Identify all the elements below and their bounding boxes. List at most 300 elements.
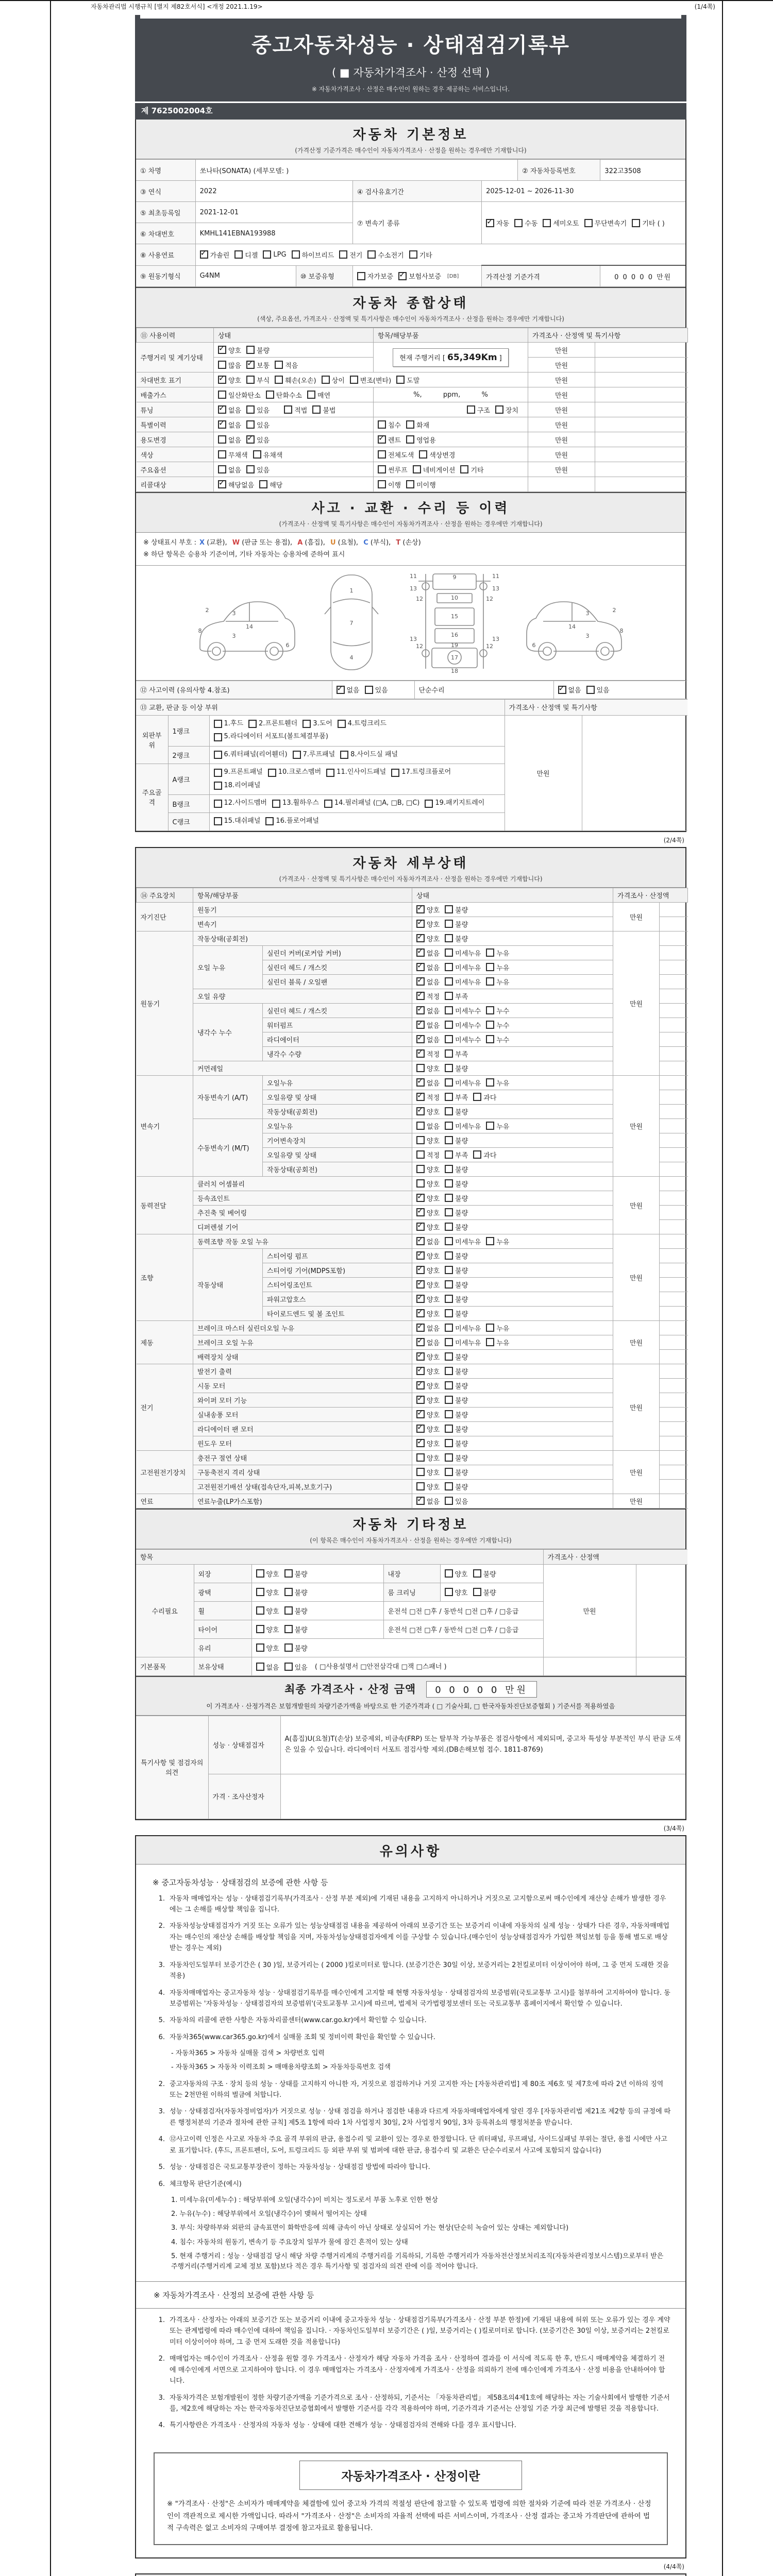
checked-checkbox-icon[interactable]: [246, 435, 255, 444]
checked-checkbox-icon[interactable]: [378, 435, 386, 444]
unchecked-checkbox-icon[interactable]: [445, 920, 453, 928]
unchecked-checkbox-icon[interactable]: [340, 751, 348, 759]
unchecked-checkbox-icon[interactable]: [339, 250, 347, 259]
checkbox-있음[interactable]: [586, 685, 610, 694]
checked-checkbox-icon[interactable]: [416, 1338, 425, 1346]
checkbox-불량[interactable]: [445, 1424, 468, 1434]
checkbox-양호[interactable]: [416, 1467, 440, 1477]
panel-checkbox-6.쿼터패널(리어휀더)[interactable]: [214, 749, 288, 761]
unchecked-checkbox-icon[interactable]: [256, 1588, 264, 1596]
checkbox-불량[interactable]: [445, 1438, 468, 1448]
unchecked-checkbox-icon[interactable]: [218, 361, 226, 369]
checkbox-양호[interactable]: [416, 1265, 440, 1275]
checked-checkbox-icon[interactable]: [416, 1396, 425, 1404]
unchecked-checkbox-icon[interactable]: [473, 1093, 481, 1101]
checkbox-불량[interactable]: [445, 1366, 468, 1376]
checkbox-미세누유[interactable]: [445, 1337, 481, 1347]
unchecked-checkbox-icon[interactable]: [293, 751, 301, 759]
checked-checkbox-icon[interactable]: [416, 1093, 425, 1101]
checked-checkbox-icon[interactable]: [218, 346, 226, 354]
checkbox-유채색[interactable]: [253, 450, 283, 460]
checkbox-부족[interactable]: [445, 1092, 468, 1102]
unchecked-checkbox-icon[interactable]: [292, 250, 300, 259]
checkbox-양호[interactable]: [416, 1438, 440, 1448]
checked-checkbox-icon[interactable]: [416, 1266, 425, 1274]
checkbox-불량[interactable]: [445, 1410, 468, 1419]
checkbox-누유[interactable]: [486, 948, 509, 958]
checkbox-불량[interactable]: [284, 1569, 308, 1579]
checked-checkbox-icon[interactable]: [416, 992, 425, 1000]
panel-checkbox-19.패키지트레이[interactable]: [425, 797, 484, 810]
checkbox-영업용[interactable]: [406, 435, 436, 445]
checked-checkbox-icon[interactable]: [200, 250, 208, 259]
unchecked-checkbox-icon[interactable]: [312, 405, 321, 414]
unchecked-checkbox-icon[interactable]: [256, 1606, 264, 1615]
checked-checkbox-icon[interactable]: [416, 905, 425, 913]
panel-checkbox-5.라디에이터 서포트(볼트체결부품)[interactable]: [214, 731, 329, 743]
checkbox-양호[interactable]: [445, 1569, 468, 1579]
checkbox-불량[interactable]: [445, 1381, 468, 1391]
unchecked-checkbox-icon[interactable]: [416, 1453, 425, 1462]
unchecked-checkbox-icon[interactable]: [272, 800, 280, 808]
checked-checkbox-icon[interactable]: [416, 1352, 425, 1361]
unchecked-checkbox-icon[interactable]: [416, 1179, 425, 1188]
unchecked-checkbox-icon[interactable]: [445, 1006, 453, 1014]
checkbox-있음[interactable]: [445, 1496, 468, 1506]
checkbox-부식[interactable]: [246, 375, 270, 385]
checkbox-없음[interactable]: [416, 1121, 440, 1131]
checkbox-부족[interactable]: [445, 991, 468, 1001]
unchecked-checkbox-icon[interactable]: [445, 1136, 453, 1144]
checkbox-없음[interactable]: [416, 1496, 440, 1506]
checkbox-보통[interactable]: [246, 360, 270, 370]
unchecked-checkbox-icon[interactable]: [248, 720, 257, 728]
checkbox-해당없음[interactable]: [218, 480, 254, 489]
panel-checkbox-15.대쉬패널[interactable]: [214, 815, 261, 828]
checked-checkbox-icon[interactable]: [416, 1223, 425, 1231]
checkbox-무채색[interactable]: [218, 450, 248, 460]
unchecked-checkbox-icon[interactable]: [218, 435, 226, 444]
panel-checkbox-3.도어[interactable]: [303, 718, 332, 731]
unchecked-checkbox-icon[interactable]: [445, 1035, 453, 1043]
checkbox-양호[interactable]: [416, 1107, 440, 1116]
checkbox-미세누수[interactable]: [445, 1035, 481, 1044]
unchecked-checkbox-icon[interactable]: [284, 1606, 293, 1615]
unchecked-checkbox-icon[interactable]: [586, 686, 595, 694]
checkbox-누유[interactable]: [486, 1323, 509, 1333]
checkbox-양호[interactable]: [416, 1063, 440, 1073]
checkbox-불량[interactable]: [445, 1395, 468, 1405]
checkbox-자동[interactable]: [486, 218, 509, 228]
checkbox-불량[interactable]: [445, 1179, 468, 1189]
unchecked-checkbox-icon[interactable]: [416, 1122, 425, 1130]
panel-checkbox-18.리어패널[interactable]: [214, 779, 261, 792]
checkbox-누유[interactable]: [486, 1236, 509, 1246]
checkbox-불량[interactable]: [445, 1482, 468, 1492]
unchecked-checkbox-icon[interactable]: [445, 1107, 453, 1115]
checkbox-전기[interactable]: [339, 250, 362, 260]
unchecked-checkbox-icon[interactable]: [406, 480, 414, 488]
unchecked-checkbox-icon[interactable]: [357, 272, 365, 280]
checkbox-있음[interactable]: [246, 405, 270, 415]
unchecked-checkbox-icon[interactable]: [486, 1237, 494, 1245]
checkbox-무단변속기[interactable]: [584, 218, 627, 228]
unchecked-checkbox-icon[interactable]: [409, 250, 417, 259]
unchecked-checkbox-icon[interactable]: [445, 1208, 453, 1216]
checkbox-양호[interactable]: [445, 1587, 468, 1597]
checkbox-없음[interactable]: [416, 948, 440, 958]
unchecked-checkbox-icon[interactable]: [416, 1468, 425, 1476]
unchecked-checkbox-icon[interactable]: [214, 817, 222, 825]
checked-checkbox-icon[interactable]: [416, 1107, 425, 1115]
checkbox-일산화탄소[interactable]: [218, 390, 261, 400]
unchecked-checkbox-icon[interactable]: [467, 405, 475, 414]
checkbox-양호[interactable]: [416, 1294, 440, 1304]
unchecked-checkbox-icon[interactable]: [246, 420, 255, 429]
checked-checkbox-icon[interactable]: [416, 1367, 425, 1375]
checkbox-불량[interactable]: [445, 919, 468, 929]
unchecked-checkbox-icon[interactable]: [445, 1439, 453, 1447]
unchecked-checkbox-icon[interactable]: [486, 1035, 494, 1043]
checked-checkbox-icon[interactable]: [416, 1006, 425, 1014]
unchecked-checkbox-icon[interactable]: [378, 450, 386, 459]
unchecked-checkbox-icon[interactable]: [445, 1150, 453, 1159]
unchecked-checkbox-icon[interactable]: [275, 361, 283, 369]
checkbox-양호[interactable]: [218, 375, 241, 385]
unchecked-checkbox-icon[interactable]: [486, 1006, 494, 1014]
panel-checkbox-13.휠하우스[interactable]: [272, 797, 319, 810]
unchecked-checkbox-icon[interactable]: [214, 733, 222, 741]
checkbox-양호[interactable]: [416, 1193, 440, 1203]
unchecked-checkbox-icon[interactable]: [256, 1569, 264, 1578]
checkbox-있음[interactable]: [246, 420, 270, 430]
checked-checkbox-icon[interactable]: [416, 1194, 425, 1202]
checkbox-양호[interactable]: [416, 1482, 440, 1492]
checkbox-양호[interactable]: [256, 1624, 279, 1634]
checked-checkbox-icon[interactable]: [416, 1251, 425, 1260]
unchecked-checkbox-icon[interactable]: [416, 1064, 425, 1072]
unchecked-checkbox-icon[interactable]: [495, 405, 503, 414]
checkbox-장치[interactable]: [495, 405, 518, 415]
checked-checkbox-icon[interactable]: [398, 272, 407, 280]
checked-checkbox-icon[interactable]: [416, 934, 425, 942]
checkbox-누유[interactable]: [486, 977, 509, 987]
checkbox-구조[interactable]: [467, 405, 490, 415]
checkbox-양호[interactable]: [416, 905, 440, 914]
unchecked-checkbox-icon[interactable]: [445, 1367, 453, 1375]
checked-checkbox-icon[interactable]: [558, 686, 566, 694]
unchecked-checkbox-icon[interactable]: [234, 250, 243, 259]
checked-checkbox-icon[interactable]: [416, 1021, 425, 1029]
checkbox-디젤[interactable]: [234, 250, 258, 260]
checkbox-있음[interactable]: [246, 435, 270, 445]
checkbox-누유[interactable]: [486, 1337, 509, 1347]
unchecked-checkbox-icon[interactable]: [584, 219, 593, 227]
checkbox-없음[interactable]: [416, 1236, 440, 1246]
unchecked-checkbox-icon[interactable]: [445, 1064, 453, 1072]
checkbox-적정[interactable]: [416, 1092, 440, 1102]
unchecked-checkbox-icon[interactable]: [445, 934, 453, 942]
checked-checkbox-icon[interactable]: [486, 219, 494, 227]
unchecked-checkbox-icon[interactable]: [486, 1324, 494, 1332]
checkbox-없음[interactable]: [218, 465, 241, 474]
checked-checkbox-icon[interactable]: [416, 1324, 425, 1332]
unchecked-checkbox-icon[interactable]: [284, 1643, 293, 1652]
unchecked-checkbox-icon[interactable]: [486, 948, 494, 957]
checkbox-양호[interactable]: [416, 1410, 440, 1419]
checkbox-누유[interactable]: [486, 962, 509, 972]
unchecked-checkbox-icon[interactable]: [445, 1588, 453, 1596]
checkbox-양호[interactable]: [416, 934, 440, 943]
checkbox-수동[interactable]: [514, 218, 537, 228]
checkbox-양호[interactable]: [256, 1606, 279, 1616]
checkbox-불량[interactable]: [445, 1294, 468, 1304]
checkbox-미세누수[interactable]: [445, 1020, 481, 1030]
unchecked-checkbox-icon[interactable]: [445, 1194, 453, 1202]
unchecked-checkbox-icon[interactable]: [445, 948, 453, 957]
unchecked-checkbox-icon[interactable]: [284, 1588, 293, 1596]
checkbox-훼손(오손)[interactable]: [275, 375, 316, 385]
checkbox-누수[interactable]: [486, 1035, 509, 1044]
unchecked-checkbox-icon[interactable]: [486, 1338, 494, 1346]
checkbox-없음[interactable]: [416, 962, 440, 972]
unchecked-checkbox-icon[interactable]: [445, 977, 453, 986]
unchecked-checkbox-icon[interactable]: [218, 450, 226, 459]
unchecked-checkbox-icon[interactable]: [214, 720, 222, 728]
checkbox-불량[interactable]: [445, 1208, 468, 1217]
checked-checkbox-icon[interactable]: [416, 948, 425, 957]
checkbox-매연[interactable]: [307, 390, 330, 400]
checkbox-없음[interactable]: [218, 420, 241, 430]
checkbox-가솔린[interactable]: [200, 250, 230, 260]
checkbox-없음[interactable]: [416, 1006, 440, 1015]
unchecked-checkbox-icon[interactable]: [214, 769, 222, 777]
checkbox-양호[interactable]: [416, 1179, 440, 1189]
unchecked-checkbox-icon[interactable]: [445, 1425, 453, 1433]
panel-checkbox-11.인사이드패널[interactable]: [326, 766, 386, 779]
unchecked-checkbox-icon[interactable]: [445, 1468, 453, 1476]
checkbox-양호[interactable]: [416, 1395, 440, 1405]
checkbox-불량[interactable]: [445, 1193, 468, 1203]
unchecked-checkbox-icon[interactable]: [473, 1588, 481, 1596]
checkbox-불량[interactable]: [445, 934, 468, 943]
checked-checkbox-icon[interactable]: [416, 1497, 425, 1505]
checkbox-불량[interactable]: [445, 1063, 468, 1073]
checkbox-부족[interactable]: [445, 1150, 468, 1160]
checkbox-불량[interactable]: [445, 1280, 468, 1290]
unchecked-checkbox-icon[interactable]: [445, 1569, 453, 1578]
unchecked-checkbox-icon[interactable]: [486, 1078, 494, 1087]
unchecked-checkbox-icon[interactable]: [486, 963, 494, 971]
checked-checkbox-icon[interactable]: [416, 1035, 425, 1043]
checkbox-탄화수소[interactable]: [266, 390, 302, 400]
unchecked-checkbox-icon[interactable]: [416, 1482, 425, 1490]
unchecked-checkbox-icon[interactable]: [396, 376, 405, 384]
checkbox-있음[interactable]: [246, 465, 270, 474]
checkbox-불량[interactable]: [473, 1587, 496, 1597]
unchecked-checkbox-icon[interactable]: [284, 1569, 293, 1578]
checkbox-없음[interactable]: [558, 685, 581, 694]
checkbox-미세누유[interactable]: [445, 1121, 481, 1131]
panel-checkbox-14.필러패널 (□A, □B, □C)[interactable]: [324, 797, 419, 810]
unchecked-checkbox-icon[interactable]: [365, 686, 373, 694]
unchecked-checkbox-icon[interactable]: [445, 1280, 453, 1289]
checkbox-미세누유[interactable]: [445, 962, 481, 972]
checkbox-해당[interactable]: [259, 480, 282, 489]
unchecked-checkbox-icon[interactable]: [214, 782, 222, 790]
checkbox-양호[interactable]: [256, 1587, 279, 1597]
checkbox-누수[interactable]: [486, 1006, 509, 1015]
unchecked-checkbox-icon[interactable]: [486, 1021, 494, 1029]
checkbox-없음[interactable]: [416, 1035, 440, 1044]
unchecked-checkbox-icon[interactable]: [218, 465, 226, 473]
checkbox-불량[interactable]: [284, 1624, 308, 1634]
unchecked-checkbox-icon[interactable]: [445, 992, 453, 1000]
unchecked-checkbox-icon[interactable]: [445, 1266, 453, 1274]
unchecked-checkbox-icon[interactable]: [445, 1021, 453, 1029]
unchecked-checkbox-icon[interactable]: [246, 376, 255, 384]
checkbox-미세누유[interactable]: [445, 1236, 481, 1246]
checkbox-색상변경[interactable]: [419, 450, 455, 460]
checkbox-상이[interactable]: [322, 375, 345, 385]
checkbox-불량[interactable]: [473, 1569, 496, 1579]
checkbox-미세누유[interactable]: [445, 977, 481, 987]
unchecked-checkbox-icon[interactable]: [214, 751, 222, 759]
unchecked-checkbox-icon[interactable]: [445, 1381, 453, 1389]
checked-checkbox-icon[interactable]: [416, 1280, 425, 1289]
panel-checkbox-10.크로스멤버[interactable]: [268, 766, 321, 779]
checkbox-적정[interactable]: [416, 991, 440, 1001]
checkbox-많음[interactable]: [218, 360, 241, 370]
checkbox-양호[interactable]: [416, 1251, 440, 1261]
checkbox-침수[interactable]: [378, 420, 401, 430]
checkbox-불량[interactable]: [445, 1107, 468, 1116]
unchecked-checkbox-icon[interactable]: [486, 1122, 494, 1130]
checkbox-없음[interactable]: [416, 1323, 440, 1333]
unchecked-checkbox-icon[interactable]: [284, 1625, 293, 1633]
checked-checkbox-icon[interactable]: [218, 420, 226, 429]
panel-checkbox-1.후드[interactable]: [214, 718, 244, 731]
unchecked-checkbox-icon[interactable]: [445, 1165, 453, 1173]
panel-checkbox-4.트렁크리드[interactable]: [338, 718, 386, 731]
unchecked-checkbox-icon[interactable]: [445, 1179, 453, 1188]
unchecked-checkbox-icon[interactable]: [378, 480, 386, 488]
checkbox-미세누유[interactable]: [445, 1078, 481, 1088]
checkbox-화재[interactable]: [406, 420, 429, 430]
unchecked-checkbox-icon[interactable]: [326, 769, 334, 777]
panel-checkbox-17.트렁크플로어[interactable]: [391, 766, 451, 779]
checkbox-과다[interactable]: [473, 1150, 496, 1160]
checkbox-적정[interactable]: [416, 1150, 440, 1160]
unchecked-checkbox-icon[interactable]: [416, 1136, 425, 1144]
unchecked-checkbox-icon[interactable]: [275, 376, 283, 384]
unchecked-checkbox-icon[interactable]: [445, 963, 453, 971]
unchecked-checkbox-icon[interactable]: [445, 1482, 453, 1490]
unchecked-checkbox-icon[interactable]: [445, 1497, 453, 1505]
checkbox-양호[interactable]: [416, 919, 440, 929]
unchecked-checkbox-icon[interactable]: [322, 376, 330, 384]
unchecked-checkbox-icon[interactable]: [445, 1410, 453, 1418]
checked-checkbox-icon[interactable]: [416, 920, 425, 928]
unchecked-checkbox-icon[interactable]: [324, 800, 332, 808]
unchecked-checkbox-icon[interactable]: [214, 800, 222, 808]
checkbox-없음[interactable]: [416, 1020, 440, 1030]
unchecked-checkbox-icon[interactable]: [445, 1049, 453, 1058]
checkbox-불량[interactable]: [445, 1309, 468, 1318]
unchecked-checkbox-icon[interactable]: [259, 480, 267, 488]
unchecked-checkbox-icon[interactable]: [416, 1165, 425, 1173]
unchecked-checkbox-icon[interactable]: [425, 800, 433, 808]
unchecked-checkbox-icon[interactable]: [256, 1625, 264, 1633]
checkbox-없음[interactable]: [218, 435, 241, 445]
checkbox-적음[interactable]: [275, 360, 298, 370]
unchecked-checkbox-icon[interactable]: [445, 1122, 453, 1130]
unchecked-checkbox-icon[interactable]: [445, 1324, 453, 1332]
checkbox-없음[interactable]: [416, 1337, 440, 1347]
checked-checkbox-icon[interactable]: [416, 1049, 425, 1058]
checkbox-있음[interactable]: [365, 685, 388, 694]
checkbox-불량[interactable]: [246, 345, 270, 355]
checkbox-양호[interactable]: [416, 1381, 440, 1391]
checkbox-전체도색[interactable]: [378, 450, 414, 460]
checkbox-불량[interactable]: [445, 1352, 468, 1362]
checked-checkbox-icon[interactable]: [218, 376, 226, 384]
checkbox-기타[interactable]: [460, 465, 483, 474]
checkbox-없음[interactable]: [416, 1078, 440, 1088]
checkbox-미세누유[interactable]: [445, 1323, 481, 1333]
checkbox-누유[interactable]: [486, 1078, 509, 1088]
unchecked-checkbox-icon[interactable]: [413, 465, 421, 473]
checkbox-수소전기[interactable]: [367, 250, 404, 260]
checked-checkbox-icon[interactable]: [246, 361, 255, 369]
unchecked-checkbox-icon[interactable]: [445, 1295, 453, 1303]
checkbox-없음[interactable]: [337, 685, 360, 694]
checkbox-불량[interactable]: [445, 905, 468, 914]
checkbox-불량[interactable]: [445, 1467, 468, 1477]
checkbox-불량[interactable]: [284, 1587, 308, 1597]
checked-checkbox-icon[interactable]: [416, 1381, 425, 1389]
checkbox-불량[interactable]: [445, 1136, 468, 1145]
checkbox-과다[interactable]: [473, 1092, 496, 1102]
checkbox-불법[interactable]: [312, 405, 335, 415]
checkbox-불량[interactable]: [284, 1643, 308, 1653]
unchecked-checkbox-icon[interactable]: [378, 420, 386, 429]
checkbox-양호[interactable]: [416, 1280, 440, 1290]
checkbox-미세누수[interactable]: [445, 1006, 481, 1015]
unchecked-checkbox-icon[interactable]: [256, 1643, 264, 1652]
unchecked-checkbox-icon[interactable]: [445, 1453, 453, 1462]
unchecked-checkbox-icon[interactable]: [246, 405, 255, 414]
unchecked-checkbox-icon[interactable]: [445, 1237, 453, 1245]
checkbox-이행[interactable]: [378, 480, 401, 489]
unchecked-checkbox-icon[interactable]: [514, 219, 523, 227]
checkbox-양호[interactable]: [416, 1453, 440, 1463]
unchecked-checkbox-icon[interactable]: [266, 391, 274, 399]
checkbox-양호[interactable]: [416, 1366, 440, 1376]
unchecked-checkbox-icon[interactable]: [284, 405, 292, 414]
checkbox-양호[interactable]: [256, 1569, 279, 1579]
checkbox-양호[interactable]: [256, 1643, 279, 1653]
unchecked-checkbox-icon[interactable]: [263, 250, 271, 259]
checked-checkbox-icon[interactable]: [416, 977, 425, 986]
checkbox-미세누유[interactable]: [445, 948, 481, 958]
checked-checkbox-icon[interactable]: [416, 1410, 425, 1418]
unchecked-checkbox-icon[interactable]: [307, 391, 315, 399]
unchecked-checkbox-icon[interactable]: [268, 769, 276, 777]
checkbox-없음[interactable]: [218, 405, 241, 415]
unchecked-checkbox-icon[interactable]: [445, 1223, 453, 1231]
checked-checkbox-icon[interactable]: [416, 1237, 425, 1245]
